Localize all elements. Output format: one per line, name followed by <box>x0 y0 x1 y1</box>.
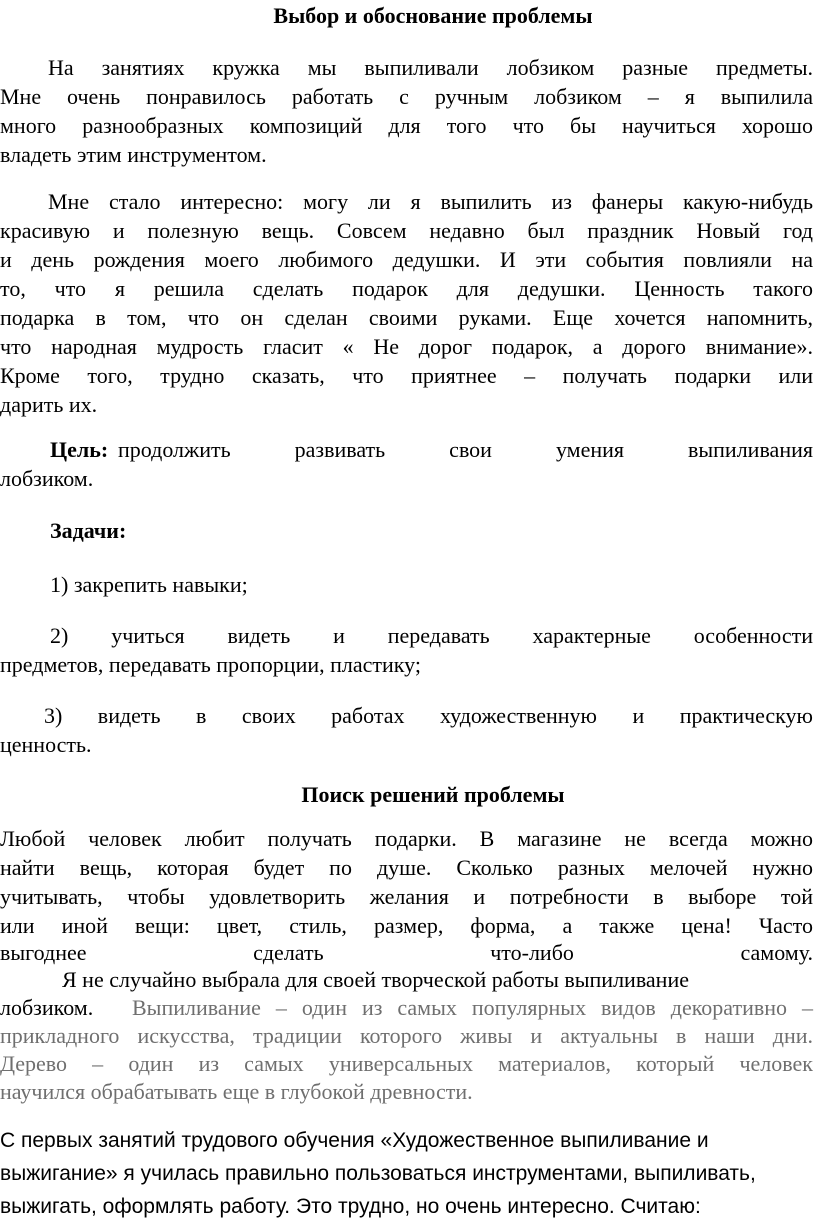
paragraph-line: красивую и полезную вещь. Совсем недавно был праздник Новый год <box>0 218 813 243</box>
paragraph-line: С первых занятий трудового обучения «Художественное выпиливание и <box>0 1129 709 1152</box>
paragraph-line: подарка в том, что он сделан своими руками. Еще хочется напомнить, <box>0 305 813 330</box>
paragraph-line: Мне очень понравилось работать с ручным лобзиком – я выпилила <box>0 84 813 109</box>
paragraph-line: найти вещь, которая будет по душе. Сколько разных мелочей нужно <box>0 855 813 880</box>
paragraph-line-gray: научился обрабатывать еще в глубокой древности. <box>0 1079 473 1104</box>
paragraph-line: много разнообразных композиций для того что бы научиться хорошо <box>0 113 813 138</box>
paragraph-line: Кроме того, трудно сказать, что приятнее – получать подарки или <box>0 363 813 388</box>
paragraph-line: и день рождения моего любимого дедушки. И эти события повлияли на <box>0 247 813 272</box>
paragraph-line: владеть этим инструментом. <box>0 142 267 167</box>
task-item: 1) закрепить навыки; <box>50 572 248 597</box>
paragraph-line: Я не случайно выбрала для своей творческой работы выпиливание <box>62 967 689 992</box>
paragraph-line: лобзиком. <box>0 995 94 1020</box>
goal-text: продолжить развивать свои умения выпиливания <box>118 437 813 462</box>
paragraph-line: выгоднее сделать что-либо самому. <box>0 940 813 965</box>
goal-label: Цель: <box>50 437 109 462</box>
task-item: 2) учиться видеть и передавать характерные особенности <box>50 623 813 648</box>
paragraph-line: дарить их. <box>0 392 98 417</box>
task-item-continued: предметов, передавать пропорции, пластику; <box>0 652 421 677</box>
paragraph-line-gray: Дерево – один из самых универсальных материалов, который человек <box>0 1051 813 1076</box>
paragraph-line: то, что я решила сделать подарок для дедушки. Ценность такого <box>0 276 813 301</box>
paragraph-line: выжигание» я училась правильно пользоваться инструментами, выпиливать, <box>0 1162 756 1185</box>
paragraph-line-gray: Выпиливание – один из самых популярных видов декоративно – <box>132 995 813 1020</box>
paragraph-line: Любой человек любит получать подарки. В магазине не всегда можно <box>0 826 813 851</box>
paragraph-line: На занятиях кружка мы выпиливали лобзиком разные предметы. <box>48 55 813 80</box>
paragraph-line: учитывать, чтобы удовлетворить желания и потребности в выборе той <box>0 884 813 909</box>
paragraph-line: выжигать, оформлять работу. Это трудно, но очень интересно. Считаю: <box>0 1195 701 1218</box>
task-item: 3) видеть в своих работах художественную и практическую <box>44 703 813 728</box>
section-title-solutions: Поиск решений проблемы <box>301 782 565 807</box>
goal-text-continued: лобзиком. <box>0 466 94 491</box>
task-item-continued: ценность. <box>0 732 92 757</box>
paragraph-line: или иной вещи: цвет, стиль, размер, форма, а также цена! Часто <box>0 913 813 938</box>
paragraph-line: Мне стало интересно: могу ли я выпилить из фанеры какую-нибудь <box>48 189 813 214</box>
paragraph-line: что народная мудрость гласит « Не дорог подарок, а дорого внимание». <box>0 334 813 359</box>
tasks-label: Задачи: <box>50 518 127 543</box>
section-title-problem: Выбор и обоснование проблемы <box>273 3 593 28</box>
paragraph-line-gray: прикладного искусства, традиции которого живы и актуальны в наши дни. <box>0 1023 813 1048</box>
